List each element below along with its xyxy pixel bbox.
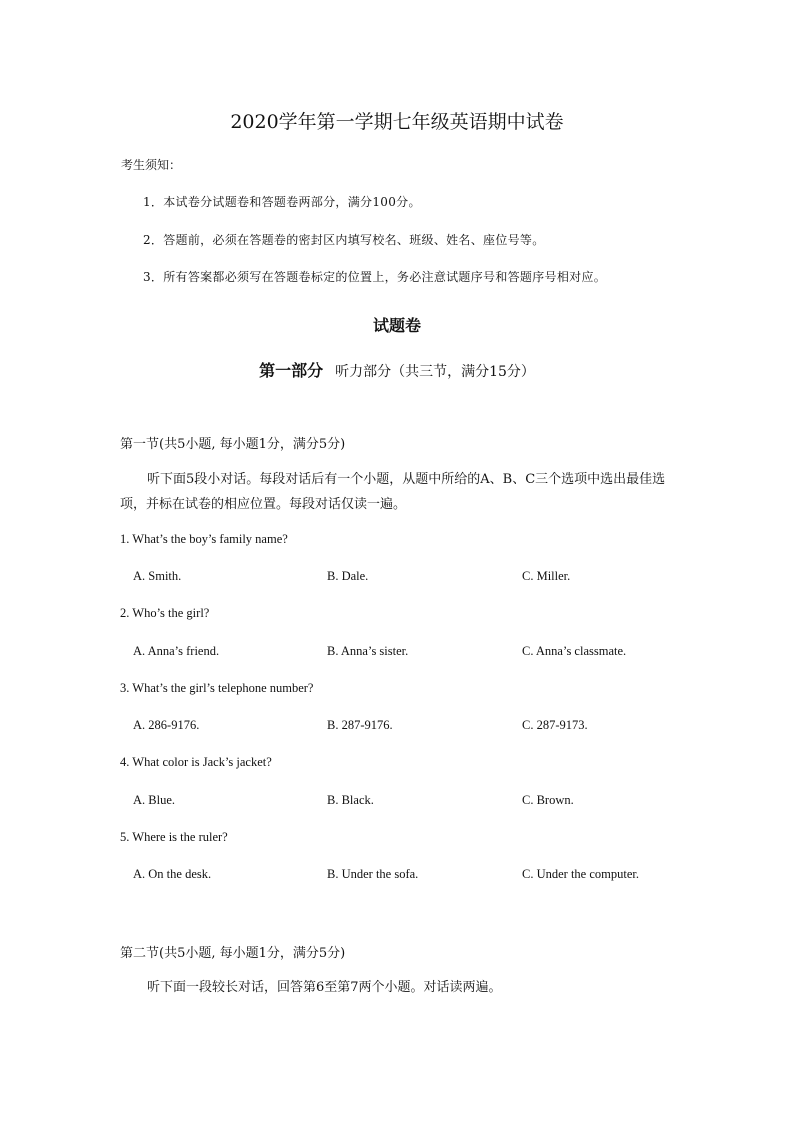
section-2-instruction: [120, 975, 680, 1000]
notice-item-3: 3．所有答案都必须写在答题卷标定的位置上，务必注意试题序号和答题序号相对应。: [143, 270, 607, 284]
question-2-option-a: A. Anna’s friend.: [133, 644, 220, 658]
question-1-option-c: C. Miller.: [522, 569, 571, 583]
question-3-option-b: B. 287-9176.: [327, 718, 393, 732]
question-3-option-a: A. 286-9176.: [133, 718, 200, 732]
question-5-option-b: B. Under the sofa.: [327, 867, 419, 881]
question-5-option-c: C. Under the computer.: [522, 867, 639, 881]
section-1-instruction: [120, 467, 680, 517]
question-3-option-c: C. 287-9173.: [522, 718, 588, 732]
exam-title: 2020学年第一学期七年级英语期中试卷: [230, 111, 564, 133]
question-2-option-b: B. Anna’s sister.: [327, 644, 409, 658]
question-1: 1. What’s the boy’s family name?: [120, 532, 288, 546]
question-4-option-b: B. Black.: [327, 793, 374, 807]
section-1-instruction-text: 听下面5段小对话。每段对话后有一个小题，从题中所给的A、B、C三个选项中选出最佳选项，并标在试卷的相应位置。每段对话仅读一遍。: [120, 472, 666, 512]
question-4-option-a: A. Blue.: [133, 793, 176, 807]
question-1-option-b: B. Dale.: [327, 569, 369, 583]
question-2: 2. Who’s the girl?: [120, 606, 210, 620]
part-description: 听力部分（共三节，满分15分）: [335, 364, 535, 380]
section-1-heading: 第一节(共5小题, 每小题1分，满分5分): [120, 437, 346, 452]
notice-item-2: 2．答题前，必须在答题卷的密封区内填写校名、班级、姓名、座位号等。: [143, 233, 545, 247]
part-heading: [0, 358, 794, 381]
question-3: 3. What’s the girl’s telephone number?: [120, 681, 314, 695]
question-4-option-c: C. Brown.: [522, 793, 574, 807]
notice-heading: 考生须知：: [121, 158, 182, 172]
question-5: 5. Where is the ruler?: [120, 830, 228, 844]
question-2-option-c: C. Anna’s classmate.: [522, 644, 627, 658]
question-4: 4. What color is Jack’s jacket?: [120, 755, 272, 769]
question-1-option-a: A. Smith.: [133, 569, 182, 583]
section-2-heading: 第二节(共5小题, 每小题1分，满分5分): [120, 946, 346, 961]
section-2-instruction-text: 听下面一段较长对话，回答第6至第7两个小题。对话读两遍。: [147, 980, 502, 995]
paper-title: 试题卷: [372, 316, 421, 335]
question-5-option-a: A. On the desk.: [133, 867, 212, 881]
notice-item-1: 1．本试卷分试题卷和答题卷两部分，满分100分。: [143, 195, 421, 209]
part-name: 第一部分: [259, 361, 324, 380]
